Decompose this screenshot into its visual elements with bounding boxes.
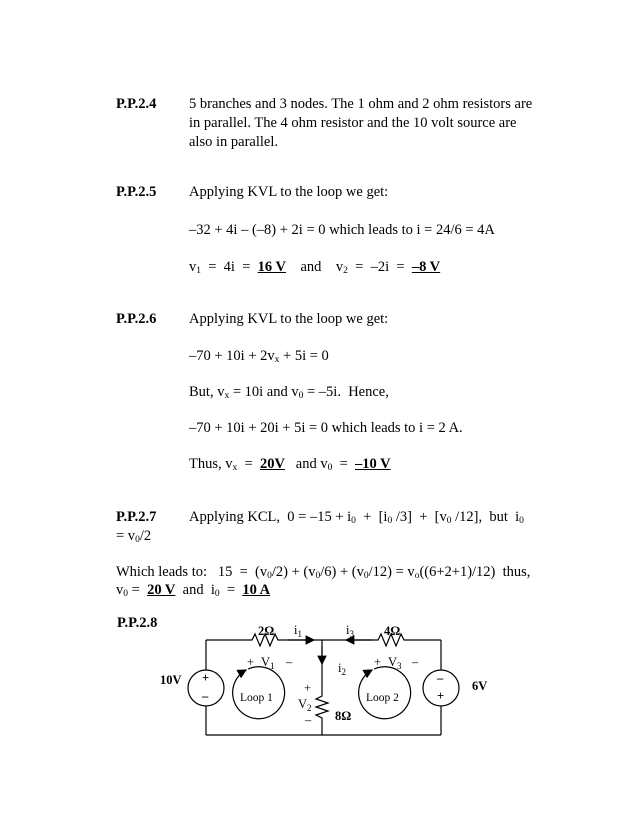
pp27-v0-answer: 20 V <box>147 582 176 598</box>
top-wire <box>206 634 441 646</box>
pp25-v1-answer: 16 V <box>257 259 286 275</box>
v3-label: $V_3$ <box>388 655 402 671</box>
pp27-line4: $v_0 = 20$ V and $i_0 = 10$ A <box>116 582 271 599</box>
pp26-but-line: But, $v_x = 10i$ and $v_0 = -5i$. Hence, <box>189 384 389 401</box>
pp24-line2: in parallel. The 4 ohm resistor and the 10 volt source are <box>189 115 517 131</box>
v2-plus: + <box>304 681 312 695</box>
pp25-voltages: $v_1 = 4i = 16$ V and $v_2 = -2i = -8$ V <box>189 259 441 276</box>
v3-plus: + <box>374 655 382 669</box>
loop1-label: Loop 1 <box>240 692 273 704</box>
pp26-v0-answer: –10 V <box>355 456 391 472</box>
source-10v-label: 10V <box>160 673 182 687</box>
pp26-intro: Applying KVL to the loop we get: <box>189 311 389 327</box>
pp26-vx-answer: 20V <box>259 456 285 472</box>
pp27-line1: Applying KCL, $0 = -15 + i_0 + [i_0$ $/3] + [v_0$ /12], but $i_0$ <box>189 509 524 526</box>
pp27-line2: = $v_0/2$ <box>116 528 152 545</box>
source-6v-label: 6V <box>472 679 488 693</box>
pp27-label: P.P.2.7 <box>116 509 157 525</box>
pp25-equation: –32 + 4i – (–8) + 2i = 0 which leads to i = 24/6 = 4A <box>189 222 495 238</box>
pp25-v2-answer: –8 V <box>411 259 441 275</box>
v1-minus: – <box>286 655 293 669</box>
pp28-label: P.P.2.8 <box>117 615 158 631</box>
pp27-line3: Which leads to: $15 = (v_0/2) + (v_0/6) + (v_0/12) = v_o((6+2+1)/12)$ thus, <box>116 564 531 581</box>
source-6v-plus: + <box>437 689 445 703</box>
pp26-equation1: $-70 + 10i + 2v_x + 5i = 0$ <box>189 348 329 365</box>
v3-minus: – <box>412 655 419 669</box>
v2-label: $V_2$ <box>298 697 312 713</box>
v2-minus: – <box>305 713 312 727</box>
pp25-label: P.P.2.5 <box>116 184 157 200</box>
v1-label: $V_1$ <box>261 655 275 671</box>
resistor-8-ohm-label: 8Ω <box>335 709 352 723</box>
circuit-diagram <box>140 612 500 744</box>
resistor-4-ohm-label: 4Ω <box>384 624 401 638</box>
v1-plus: + <box>247 655 255 669</box>
current-i2-label: $i_2$ <box>338 661 346 677</box>
resistor-2-ohm-label: 2Ω <box>258 624 275 638</box>
current-i1-label: $i_1$ <box>294 623 302 639</box>
pp26-thus-line: Thus, $v_x = 20V$ and $v_0 = -10$ V <box>189 456 391 473</box>
source-6v-minus: – <box>437 671 444 685</box>
pp27-i0-answer: 10 A <box>242 582 271 598</box>
pp26-label: P.P.2.6 <box>116 311 157 327</box>
source-10v-minus: – <box>202 689 209 703</box>
pp24-label: P.P.2.4 <box>116 96 157 112</box>
pp25-intro: Applying KVL to the loop we get: <box>189 184 389 200</box>
pp24-line1: 5 branches and 3 nodes. The 1 ohm and 2 ohm resistors are <box>189 96 533 112</box>
pp24-line3: also in parallel. <box>189 134 278 150</box>
pp26-equation2: –70 + 10i + 20i + 5i = 0 which leads to i = 2 A. <box>189 420 463 436</box>
source-10v-plus: + <box>202 671 210 685</box>
loop2-label: Loop 2 <box>366 692 399 704</box>
current-i3-label: $i_3$ <box>346 623 354 639</box>
